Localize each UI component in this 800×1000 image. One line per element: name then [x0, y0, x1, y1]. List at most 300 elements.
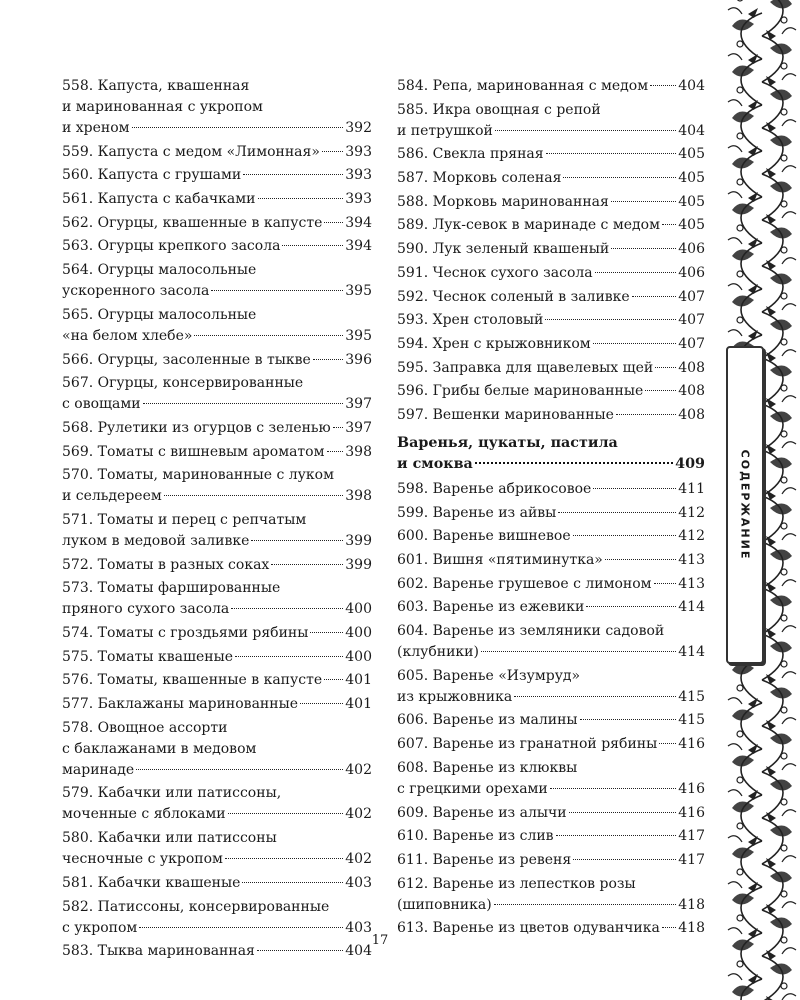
- entry-line: [62, 442, 372, 463]
- page-ref: 396: [345, 351, 372, 368]
- dot-leader: [611, 248, 676, 249]
- toc-entry: [397, 405, 705, 426]
- page-ref: 408: [678, 359, 705, 376]
- entry-title: маринаде: [62, 761, 135, 778]
- entry-title: 611. Варенье из ревеня: [397, 851, 572, 868]
- dot-leader: [231, 608, 343, 609]
- entry-title: Варенья, цукаты, пастила: [397, 434, 618, 451]
- entry-title: 587. Морковь соленая: [397, 170, 562, 187]
- toc-entry: [397, 526, 705, 547]
- entry-title: 588. Морковь маринованная: [397, 193, 609, 210]
- toc-entry: [397, 874, 705, 916]
- dot-leader: [595, 272, 677, 273]
- toc-entry: [62, 873, 372, 894]
- dot-leader: [324, 679, 343, 680]
- toc-entry: [397, 144, 705, 165]
- dot-leader: [475, 462, 673, 464]
- entry-title: 563. Огурцы крепкого засола: [62, 238, 281, 255]
- entry-title: 602. Варенье грушевое с лимоном: [397, 575, 652, 592]
- dot-leader: [242, 882, 343, 883]
- page-ref: 399: [345, 532, 372, 549]
- entry-title: с грецкими орехами: [397, 780, 548, 797]
- page-ref: 393: [345, 191, 372, 208]
- entry-title: 605. Варенье «Изумруд»: [397, 667, 581, 684]
- entry-line: [397, 550, 705, 571]
- toc-left-column: [62, 76, 372, 965]
- entry-title: 608. Варенье из клюквы: [397, 759, 578, 776]
- page-ref: 416: [678, 736, 705, 753]
- page-number: 17: [371, 933, 389, 948]
- entry-title: 569. Томаты с вишневым ароматом: [62, 443, 325, 460]
- entry-line: [397, 433, 705, 454]
- entry-line: [62, 394, 372, 415]
- toc-entry: [62, 213, 372, 234]
- entry-title: и смоква: [397, 455, 473, 472]
- page-ref: 405: [678, 170, 705, 187]
- entry-title: 574. Томаты с гроздьями рябины: [62, 625, 309, 641]
- entry-title: 599. Варенье из айвы: [397, 504, 557, 521]
- entry-title: 576. Томаты, квашенные в капусте: [62, 672, 323, 689]
- dot-leader: [573, 535, 677, 536]
- entry-line: [62, 694, 372, 715]
- dot-leader: [580, 719, 677, 720]
- toc-entry: [397, 334, 705, 355]
- toc-right-list-2: [397, 479, 705, 939]
- entry-line: [62, 670, 372, 691]
- page-ref: 417: [678, 828, 705, 845]
- page-ref: 395: [345, 327, 372, 344]
- dot-leader: [194, 335, 343, 336]
- entry-line: [397, 454, 705, 475]
- toc-entry: [397, 263, 705, 284]
- entry-line: [397, 874, 705, 895]
- entry-title: 577. Баклажаны маринованные: [62, 696, 299, 713]
- page-ref: 404: [678, 78, 705, 94]
- toc-entry: [397, 574, 705, 595]
- toc-entry: [62, 189, 372, 210]
- dot-leader: [257, 950, 343, 951]
- entry-title: 612. Варенье из лепестков розы: [397, 875, 636, 892]
- entry-line: [397, 381, 705, 402]
- entry-title: из крыжовника: [397, 688, 513, 705]
- dot-leader: [611, 201, 676, 202]
- dot-leader: [282, 245, 343, 246]
- dot-leader: [132, 127, 344, 128]
- entry-title: 592. Чеснок соленый в заливке: [397, 288, 630, 305]
- entry-line: [62, 804, 372, 825]
- page-ref: 414: [678, 599, 705, 616]
- toc-entry: [397, 168, 705, 189]
- entry-title: 581. Кабачки квашеные: [62, 874, 241, 891]
- entry-title: и сельдереем: [62, 488, 162, 505]
- page-ref: 408: [678, 406, 705, 423]
- entry-title: 572. Томаты в разных соках: [62, 556, 270, 573]
- dot-leader: [550, 788, 676, 789]
- toc-entry: [62, 442, 372, 463]
- entry-title: (клубники): [397, 644, 479, 661]
- entry-title: «на белом хлебе»: [62, 327, 193, 344]
- page-ref: 402: [345, 851, 372, 868]
- entry-title: 590. Лук зеленый квашеный: [397, 241, 610, 258]
- entry-line: [62, 623, 372, 644]
- toc-entry: [397, 215, 705, 236]
- dot-leader: [605, 559, 676, 560]
- entry-title: 601. Вишня «пятиминутка»: [397, 552, 603, 568]
- page-ref: 398: [345, 488, 372, 505]
- page-ref: 394: [345, 238, 372, 255]
- entry-line: [397, 826, 705, 847]
- entry-line: [397, 666, 705, 687]
- toc-entry: [62, 305, 372, 347]
- entry-line: [62, 647, 372, 668]
- dot-leader: [632, 296, 677, 297]
- page-ref: 397: [345, 419, 372, 436]
- toc-entry: [62, 718, 372, 781]
- entry-line: [397, 895, 705, 916]
- entry-line: [62, 165, 372, 186]
- page-ref: 398: [345, 443, 372, 460]
- page-ref: 418: [678, 896, 705, 913]
- page-ref: 397: [345, 396, 372, 413]
- page-ref: 402: [345, 761, 372, 778]
- entry-line: [62, 783, 372, 804]
- entry-title: 580. Кабачки или патиссоны: [62, 830, 277, 847]
- page-ref: 394: [345, 214, 372, 231]
- entry-line: [397, 479, 705, 500]
- entry-title: и маринованная с укропом: [62, 99, 263, 115]
- dot-leader: [654, 583, 677, 584]
- dot-leader: [310, 632, 343, 633]
- entry-line: [62, 828, 372, 849]
- toc-entry: [62, 828, 372, 870]
- toc-entry: [62, 165, 372, 186]
- dot-leader: [659, 743, 676, 744]
- page-ref: 415: [678, 712, 705, 729]
- entry-title: 573. Томаты фаршированные: [62, 580, 281, 597]
- dot-leader: [225, 858, 343, 859]
- dot-leader: [481, 651, 676, 652]
- toc-entry: [397, 479, 705, 500]
- dot-leader: [327, 451, 344, 452]
- dot-leader: [573, 859, 676, 860]
- entry-line: [62, 760, 372, 781]
- entry-title: 561. Капуста с кабачками: [62, 191, 256, 208]
- dot-leader: [586, 606, 676, 607]
- page-ref: 403: [345, 919, 372, 936]
- entry-title: 582. Патиссоны, консервированные: [62, 898, 330, 915]
- entry-title: 575. Томаты квашеные: [62, 648, 234, 665]
- toc-entry: [62, 418, 372, 439]
- section-heading: [397, 433, 705, 475]
- entry-line: [397, 192, 705, 213]
- dot-leader: [313, 359, 343, 360]
- dot-leader: [235, 656, 343, 657]
- toc-entry: [397, 287, 705, 308]
- toc-entry: [397, 192, 705, 213]
- page-ref: 413: [678, 575, 705, 592]
- page-ref: 392: [345, 120, 372, 136]
- entry-line: [397, 687, 705, 708]
- toc-entry: [397, 239, 705, 260]
- entry-line: [62, 849, 372, 870]
- dot-leader: [251, 540, 343, 541]
- entry-title: 595. Заправка для щавелевых щей: [397, 359, 654, 376]
- page-ref: 406: [678, 264, 705, 281]
- dot-leader: [164, 495, 344, 496]
- entry-line: [397, 215, 705, 236]
- entry-line: [62, 213, 372, 234]
- entry-line: [397, 779, 705, 800]
- toc-entry: [397, 381, 705, 402]
- entry-line: [62, 465, 372, 486]
- dot-leader: [650, 85, 676, 86]
- entry-title: 596. Грибы белые маринованные: [397, 383, 644, 400]
- entry-line: [62, 236, 372, 257]
- page-ref: 395: [345, 283, 372, 300]
- entry-line: [62, 260, 372, 281]
- entry-title: моченные с яблоками: [62, 806, 226, 823]
- entry-line: [397, 144, 705, 165]
- dot-leader: [662, 927, 676, 928]
- dot-leader: [495, 130, 676, 131]
- entry-title: 604. Варенье из земляники садовой: [397, 623, 665, 640]
- toc-entry: [62, 647, 372, 668]
- toc-entry: [62, 76, 372, 139]
- entry-line: [397, 574, 705, 595]
- entry-line: [397, 334, 705, 355]
- page-ref: 405: [678, 193, 705, 210]
- dot-leader: [322, 151, 343, 152]
- entry-line: [62, 897, 372, 918]
- toc-entry: [397, 503, 705, 524]
- entry-line: [397, 239, 705, 260]
- entry-line: [397, 76, 705, 97]
- page-ref: 393: [345, 143, 372, 160]
- toc-entry: [397, 550, 705, 571]
- entry-line: [397, 358, 705, 379]
- toc-entry: [397, 597, 705, 618]
- toc-entry: [62, 670, 372, 691]
- toc-entry: [397, 100, 705, 142]
- entry-title: 585. Икра овощная с репой: [397, 101, 601, 118]
- entry-title: 562. Огурцы, квашенные в капусте: [62, 214, 323, 231]
- dot-leader: [514, 696, 676, 697]
- dot-leader: [271, 564, 343, 565]
- entry-title: 606. Варенье из малины: [397, 712, 578, 729]
- entry-title: 558. Капуста, квашенная: [62, 78, 250, 94]
- page-ref: 401: [345, 672, 372, 689]
- entry-line: [62, 531, 372, 552]
- toc-entry: [397, 621, 705, 663]
- toc-entry: [397, 758, 705, 800]
- dot-leader: [139, 927, 343, 928]
- page-ref: 401: [345, 696, 372, 713]
- entry-title: и петрушкой: [397, 122, 493, 139]
- dot-leader: [494, 904, 677, 905]
- page-ref: 417: [678, 851, 705, 868]
- toc-entry: [62, 236, 372, 257]
- toc-entry: [62, 465, 372, 507]
- dot-leader: [546, 153, 677, 154]
- entry-title: 564. Огурцы малосольные: [62, 262, 257, 279]
- page-ref: 406: [678, 241, 705, 258]
- entry-title: 603. Варенье из ежевики: [397, 599, 585, 616]
- dot-leader: [593, 488, 676, 489]
- entry-line: [62, 718, 372, 739]
- page-ref: 414: [678, 644, 705, 661]
- toc-entry: [62, 623, 372, 644]
- entry-line: [397, 803, 705, 824]
- entry-line: [62, 739, 372, 760]
- page-ref: 400: [345, 648, 372, 665]
- page-ref: 407: [678, 312, 705, 329]
- entry-line: [397, 263, 705, 284]
- page-ref: 402: [345, 806, 372, 823]
- entry-title: ускоренного засола: [62, 283, 210, 300]
- dot-leader: [569, 812, 677, 813]
- dot-leader: [558, 512, 676, 513]
- toc-entry: [397, 76, 705, 97]
- entry-line: [397, 734, 705, 755]
- toc-entry: [397, 734, 705, 755]
- entry-line: [62, 418, 372, 439]
- toc-entry: [62, 578, 372, 620]
- page-ref: 393: [345, 167, 372, 184]
- entry-line: [62, 281, 372, 302]
- entry-line: [62, 599, 372, 620]
- entry-title: с баклажанами в медовом: [62, 740, 257, 757]
- dot-leader: [556, 835, 677, 836]
- entry-title: 593. Хрен столовый: [397, 312, 544, 329]
- entry-title: 566. Огурцы, засоленные в тыкве: [62, 351, 311, 368]
- entry-line: [62, 305, 372, 326]
- entry-line: [397, 758, 705, 779]
- page-ref: 400: [345, 601, 372, 618]
- entry-line: [62, 76, 372, 97]
- toc-entry: [62, 694, 372, 715]
- entry-line: [397, 503, 705, 524]
- entry-title: луком в медовой заливке: [62, 532, 250, 549]
- entry-title: 598. Варенье абрикосовое: [397, 480, 592, 497]
- entry-title: 565. Огурцы малосольные: [62, 306, 257, 323]
- entry-title: 613. Варенье из цветов одуванчика: [397, 920, 660, 937]
- toc-entry: [397, 358, 705, 379]
- entry-line: [62, 555, 372, 576]
- toc-entry: [397, 310, 705, 331]
- toc-entry: [397, 826, 705, 847]
- entry-title: 570. Томаты, маринованные с луком: [62, 467, 334, 484]
- dot-leader: [563, 177, 676, 178]
- page-ref: 412: [678, 504, 705, 521]
- dot-leader: [324, 222, 343, 223]
- dot-leader: [300, 703, 343, 704]
- entry-line: [62, 189, 372, 210]
- toc-entry: [62, 373, 372, 415]
- side-tab-label: СОДЕРЖАНИЕ: [738, 449, 752, 561]
- entry-line: [397, 168, 705, 189]
- page-ref: 411: [678, 480, 705, 497]
- toc-right-list-1: [397, 76, 705, 426]
- entry-title: 568. Рулетики из огурцов с зеленью: [62, 419, 331, 436]
- page-ref: 407: [678, 335, 705, 352]
- dot-leader: [243, 174, 343, 175]
- dot-leader: [228, 813, 344, 814]
- dot-leader: [211, 290, 343, 291]
- entry-line: [397, 621, 705, 642]
- entry-title: 586. Свекла пряная: [397, 146, 544, 163]
- entry-line: [62, 373, 372, 394]
- entry-line: [397, 597, 705, 618]
- page-ref: 405: [678, 146, 705, 163]
- entry-line: [62, 350, 372, 371]
- entry-line: [62, 326, 372, 347]
- dot-leader: [616, 414, 676, 415]
- page-ref: 408: [678, 383, 705, 400]
- entry-line: [397, 121, 705, 142]
- entry-title: 591. Чеснок сухого засола: [397, 264, 593, 281]
- toc-entry: [62, 555, 372, 576]
- entry-title: чесночные с укропом: [62, 851, 223, 868]
- toc-right-column: [397, 76, 705, 942]
- page-ref: 413: [678, 552, 705, 568]
- dot-leader: [662, 224, 676, 225]
- dot-leader: [333, 427, 344, 428]
- page-ref: 399: [345, 556, 372, 573]
- entry-line: [397, 310, 705, 331]
- page-ref: 405: [678, 217, 705, 234]
- page-ref: 400: [345, 625, 372, 641]
- dot-leader: [545, 319, 676, 320]
- entry-title: 559. Капуста с медом «Лимонная»: [62, 143, 320, 160]
- toc-entry: [397, 803, 705, 824]
- entry-title: 571. Томаты и перец с репчатым: [62, 511, 307, 528]
- entry-title: 600. Варенье вишневое: [397, 528, 571, 545]
- dot-leader: [655, 367, 676, 368]
- entry-line: [62, 97, 372, 118]
- entry-line: [62, 510, 372, 531]
- entry-line: [62, 486, 372, 507]
- page-ref: 404: [345, 943, 372, 960]
- entry-line: [397, 100, 705, 121]
- dot-leader: [136, 769, 343, 770]
- entry-title: 589. Лук-севок в маринаде с медом: [397, 217, 660, 234]
- side-tab: [726, 346, 764, 664]
- toc-entry: [62, 783, 372, 825]
- entry-title: 609. Варенье из алычи: [397, 804, 567, 821]
- toc-entry: [62, 510, 372, 552]
- page-ref: 404: [678, 122, 705, 139]
- entry-title: 584. Репа, маринованная с медом: [397, 78, 649, 94]
- page-ref: 407: [678, 288, 705, 305]
- entry-title: (шиповника): [397, 896, 492, 913]
- entry-line: [397, 642, 705, 663]
- page-ref: 409: [675, 455, 705, 472]
- entry-title: пряного сухого засола: [62, 601, 230, 618]
- entry-line: [62, 118, 372, 139]
- entry-line: [62, 578, 372, 599]
- entry-line: [62, 142, 372, 163]
- toc-entry: [62, 350, 372, 371]
- page-ref: 415: [678, 688, 705, 705]
- page-ref: 412: [678, 528, 705, 545]
- toc-entry: [397, 666, 705, 708]
- dot-leader: [143, 403, 344, 404]
- entry-line: [62, 873, 372, 894]
- entry-title: 607. Варенье из гранатной рябины: [397, 736, 658, 753]
- page-ref: 416: [678, 804, 705, 821]
- toc-entry: [62, 142, 372, 163]
- toc-entry: [397, 850, 705, 871]
